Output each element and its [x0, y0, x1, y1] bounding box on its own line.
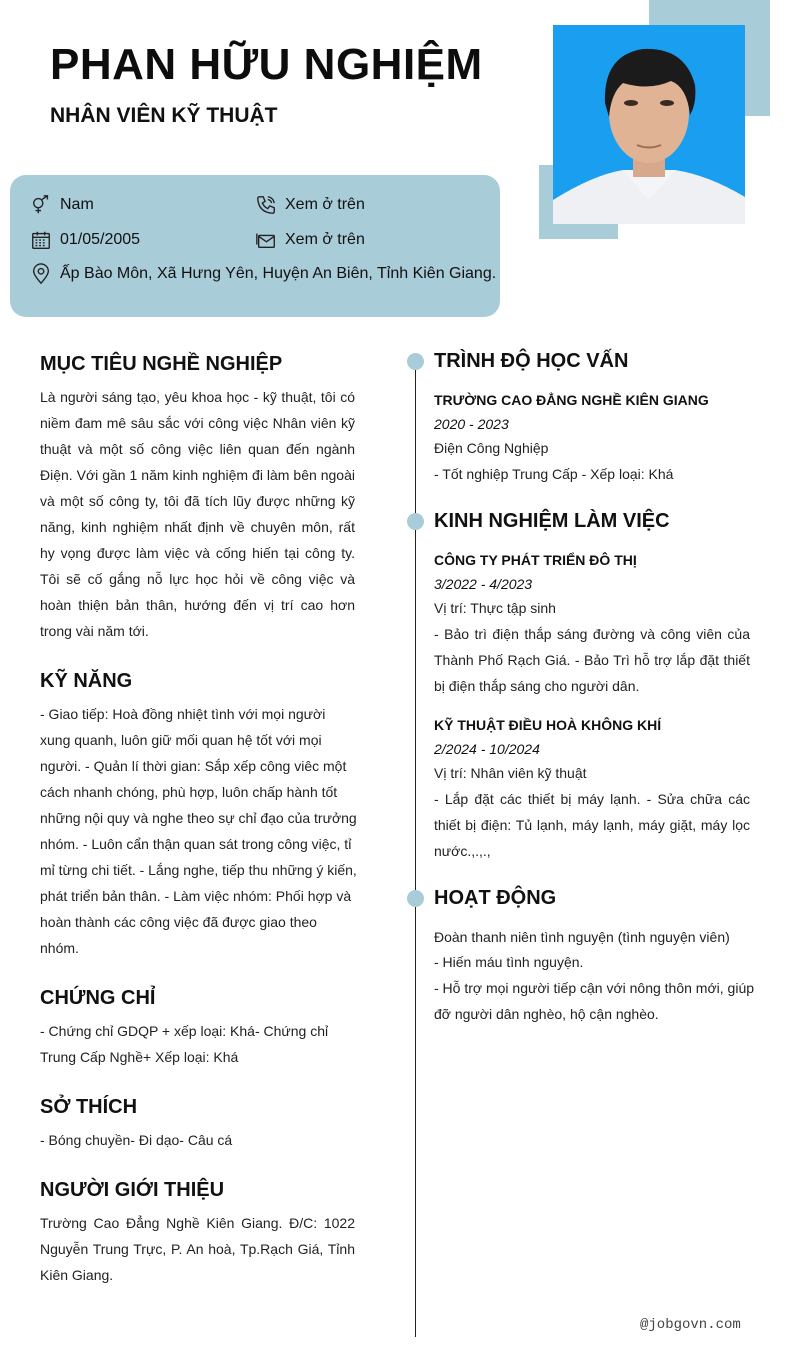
education-major: Điện Công Nghiệp [434, 440, 549, 456]
education-result: - Tốt nghiệp Trung Cấp - Xếp loại: Khá [434, 466, 674, 482]
job-title: NHÂN VIÊN KỸ THUẬT [50, 104, 278, 127]
portrait-illustration [553, 25, 745, 224]
gender-value: Nam [60, 196, 94, 213]
certificates-text: - Chứng chỉ GDQP + xếp loại: Khá- Chứng chỉ Trung Cấp Nghề+ Xếp loại: Khá [40, 1023, 329, 1065]
phone-value[interactable]: Xem ở trên [285, 196, 365, 213]
education-period: 2020 - 2023 [434, 416, 509, 432]
hobbies-text: - Bóng chuyền- Đi dạo- Câu cá [40, 1132, 233, 1148]
job-description: - Lắp đặt các thiết bị máy lạnh. - Sửa chữa các thiết bị điện: Tủ lạnh, máy lạnh, máy giặt, máy lọc nước.,.,., [434, 791, 750, 859]
full-name: PHAN HỮU NGHIỆM [50, 40, 483, 89]
job-company: KỸ THUẬT ĐIỀU HOÀ KHÔNG KHÍ [434, 717, 662, 733]
contact-info-panel [10, 175, 500, 317]
certificates-heading: CHỨNG CHỈ [40, 987, 156, 1009]
email-row [255, 229, 365, 251]
references-text: Trường Cao Đẳng Nghề Kiên Giang. Đ/C: 1022 Nguyễn Trung Trực, P. An hoà, Tp.Rạch Giá, Tỉnh Kiên Giang. [40, 1215, 355, 1283]
phone-icon [255, 194, 277, 216]
job-description: - Bảo trì điện thắp sáng đường và công viên của Thành Phố Rạch Giá. - Bảo Trì hỗ trợ lắp đặt thiết bị điện thắp sáng cho người dân. [434, 626, 750, 694]
timeline-dot-education [407, 353, 424, 370]
education-school: TRƯỜNG CAO ĐẲNG NGHỀ KIÊN GIANG [434, 392, 709, 408]
experience-heading: KINH NGHIỆM LÀM VIỆC [434, 510, 670, 532]
address-value: Ấp Bào Môn, Xã Hưng Yên, Huyện An Biên, Tỉnh Kiên Giang. [60, 265, 497, 282]
references-heading: NGƯỜI GIỚI THIỆU [40, 1179, 225, 1201]
timeline-dot-activities [407, 890, 424, 907]
job-period: 3/2022 - 4/2023 [434, 576, 533, 592]
address-row [30, 263, 496, 285]
birthday-value: 01/05/2005 [60, 231, 141, 248]
gender-icon [30, 194, 52, 216]
birthday-row [30, 229, 140, 251]
skills-heading: KỸ NĂNG [40, 670, 133, 692]
activities-line: - Hiến máu tình nguyện. [434, 954, 584, 970]
activities-line: Đoàn thanh niên tình nguyện (tình nguyện viên) [434, 929, 730, 945]
objective-text: Là người sáng tạo, yêu khoa học - kỹ thuật, tôi có niềm đam mê sâu sắc với công việc Nhân viên kỹ thuật và một số công việc liên quan đến ngành Điện. Với gần 1 năm kinh nghiệm đi làm bên ngoài và một số công ty, tôi đã tích lũy được những kỹ năng, kinh nghiệm nhất định về chuyên môn, rất hy vọng được làm việc và cống hiến tại công ty. Tôi sẽ cố gắng nỗ lực học hỏi về công việc và hoàn thiện bản thân, hướng đến vị trí cao hơn trong vài năm tới. [40, 389, 355, 639]
activities-heading: HOẠT ĐỘNG [434, 887, 557, 909]
education-heading: TRÌNH ĐỘ HỌC VẤN [434, 350, 629, 372]
phone-row [255, 194, 365, 216]
timeline-line [415, 355, 416, 1337]
job-position: Vị trí: Thực tập sinh [434, 600, 556, 616]
watermark: @jobgovn.com [640, 1317, 741, 1333]
job-company: CÔNG TY PHÁT TRIỂN ĐÔ THỊ [434, 552, 637, 568]
timeline-dot-experience [407, 513, 424, 530]
job-position: Vị trí: Nhân viên kỹ thuật [434, 765, 587, 781]
activities-line: - Hỗ trợ mọi người tiếp cận với nông thôn mới, giúp đỡ người dân nghèo, hộ cận nghèo. [434, 980, 755, 1022]
location-pin-icon [30, 263, 52, 285]
gender-row [30, 194, 94, 216]
skills-text: - Giao tiếp: Hoà đồng nhiệt tình với mọi người xung quanh, luôn giữ mối quan hệ tốt với mọi người. - Quản lí thời gian: Sắp xếp công viêc một cách nhanh chóng, phù hợp, luôn chấp hành tốt những nội quy và nghe theo sự chỉ đạo của trưởng nhóm. - Luôn cẩn thận quan sát trong công việc, tỉ mỉ từng chi tiết. - Lắng nghe, tiếp thu những ý kiến, phát triển bản thân. - Làm việc nhóm: Phối hợp và hoàn thành các công việc đã được giao theo nhóm. [40, 706, 357, 956]
email-icon [255, 229, 277, 251]
objective-heading: MỤC TIÊU NGHỀ NGHIỆP [40, 353, 283, 375]
job-period: 2/2024 - 10/2024 [434, 741, 540, 757]
email-value[interactable]: Xem ở trên [285, 231, 365, 248]
calendar-icon [30, 229, 52, 251]
profile-photo [553, 25, 745, 224]
hobbies-heading: SỞ THÍCH [40, 1096, 138, 1118]
